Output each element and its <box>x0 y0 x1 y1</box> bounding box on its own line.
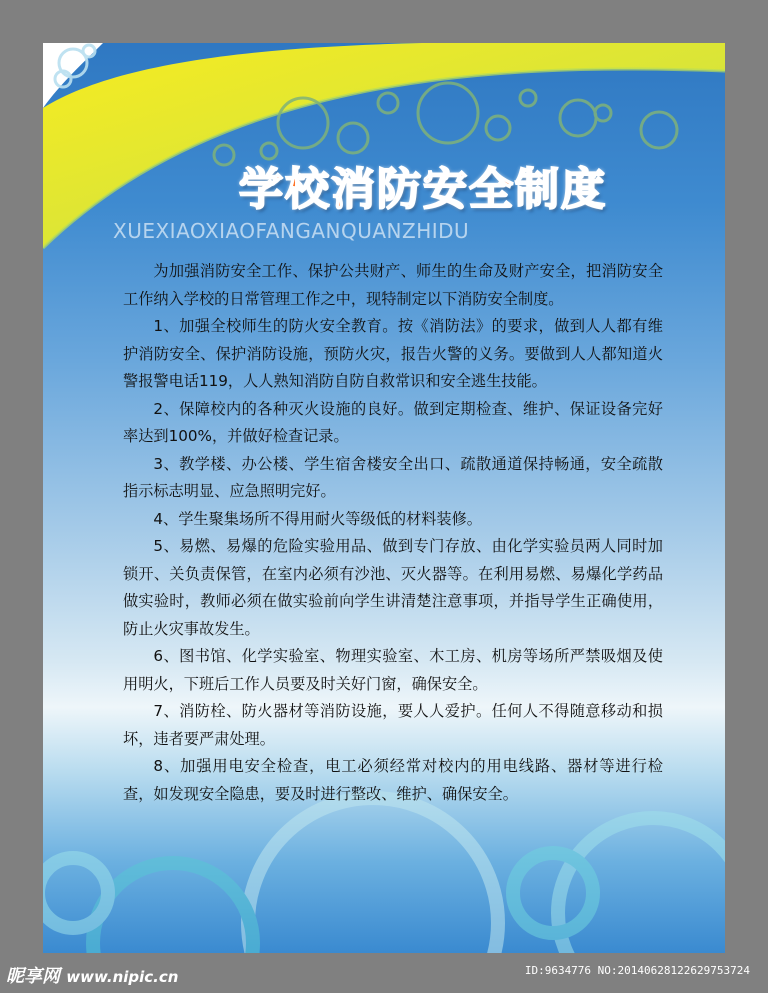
regulation-text <box>123 258 663 808</box>
ring-icon <box>43 858 108 928</box>
ring-icon <box>558 818 725 953</box>
bubble-icon <box>595 105 611 121</box>
rule-paragraph: 7、消防栓、防火器材等消防设施，要人人爱护。任何人不得随意移动和损坏，违者要严肃处理。 <box>123 702 663 748</box>
bubble-icon <box>641 112 677 148</box>
bubble-icon <box>520 90 536 106</box>
yellow-swoosh-shape <box>43 43 725 248</box>
watermark-id: ID:9634776 NO:20140628122629753724 <box>524 964 750 977</box>
watermark-brand <box>6 962 178 988</box>
bubble-icon <box>486 116 510 140</box>
rule-paragraph: 6、图书馆、化学实验室、物理实验室、木工房、机房等场所严禁吸烟及使用明火，下班后工作人员要及时关好门窗，确保安全。 <box>123 647 663 693</box>
rule-paragraph: 5、易燃、易爆的危险实验用品、做到专门存放、由化学实验员两人同时加锁开、关负责保管，在室内必须有沙池、灭火器等。在利用易燃、易爆化学药品做实验时，教师必须在做实验前向学生讲清楚注意事项，并指导学生正确使用，防止火灾事故发生。 <box>123 537 663 638</box>
bubble-icon <box>378 93 398 113</box>
ring-icon <box>248 798 498 953</box>
rule-paragraph: 3、教学楼、办公楼、学生宿舍楼安全出口、疏散通道保持畅通，安全疏散指示标志明显、应急照明完好。 <box>123 454 663 500</box>
rule-paragraph: 1、加强全校师生的防火安全教育。按《消防法》的要求，做到人人都有维护消防安全、保护消防设施，预防火灾，报告火警的义务。要做到人人都知道火警报警电话119，人人熟知消防自防自救常识和安全逃生技能。 <box>123 317 663 390</box>
bubble-icon <box>338 123 368 153</box>
bubble-icon <box>418 83 478 143</box>
rule-paragraph: 2、保障校内的各种灭火设施的良好。做到定期检查、维护、保证设备完好率达到100%，并做好检查记录。 <box>123 399 663 445</box>
bubble-icon <box>560 100 596 136</box>
watermark-brand-name: 昵享网 <box>6 966 60 987</box>
poster <box>43 43 725 953</box>
watermark-site: www.nipic.cn <box>66 968 179 986</box>
poster-title: 学校消防安全制度 <box>239 164 607 215</box>
rule-paragraph: 8、加强用电安全检查，电工必须经常对校内的用电线路、器材等进行检查，如发现安全隐患，要及时进行整改、维护、确保安全。 <box>123 757 663 803</box>
poster-subtitle: XUEXIAOXIAOFANGANQUANZHIDU <box>113 219 470 243</box>
intro-paragraph: 为加强消防安全工作、保护公共财产、师生的生命及财产安全，把消防安全工作纳入学校的日常管理工作之中，现特制定以下消防安全制度。 <box>123 262 663 308</box>
ring-icon <box>93 863 253 953</box>
rule-paragraph: 4、学生聚集场所不得用耐火等级低的材料装修。 <box>153 509 482 528</box>
